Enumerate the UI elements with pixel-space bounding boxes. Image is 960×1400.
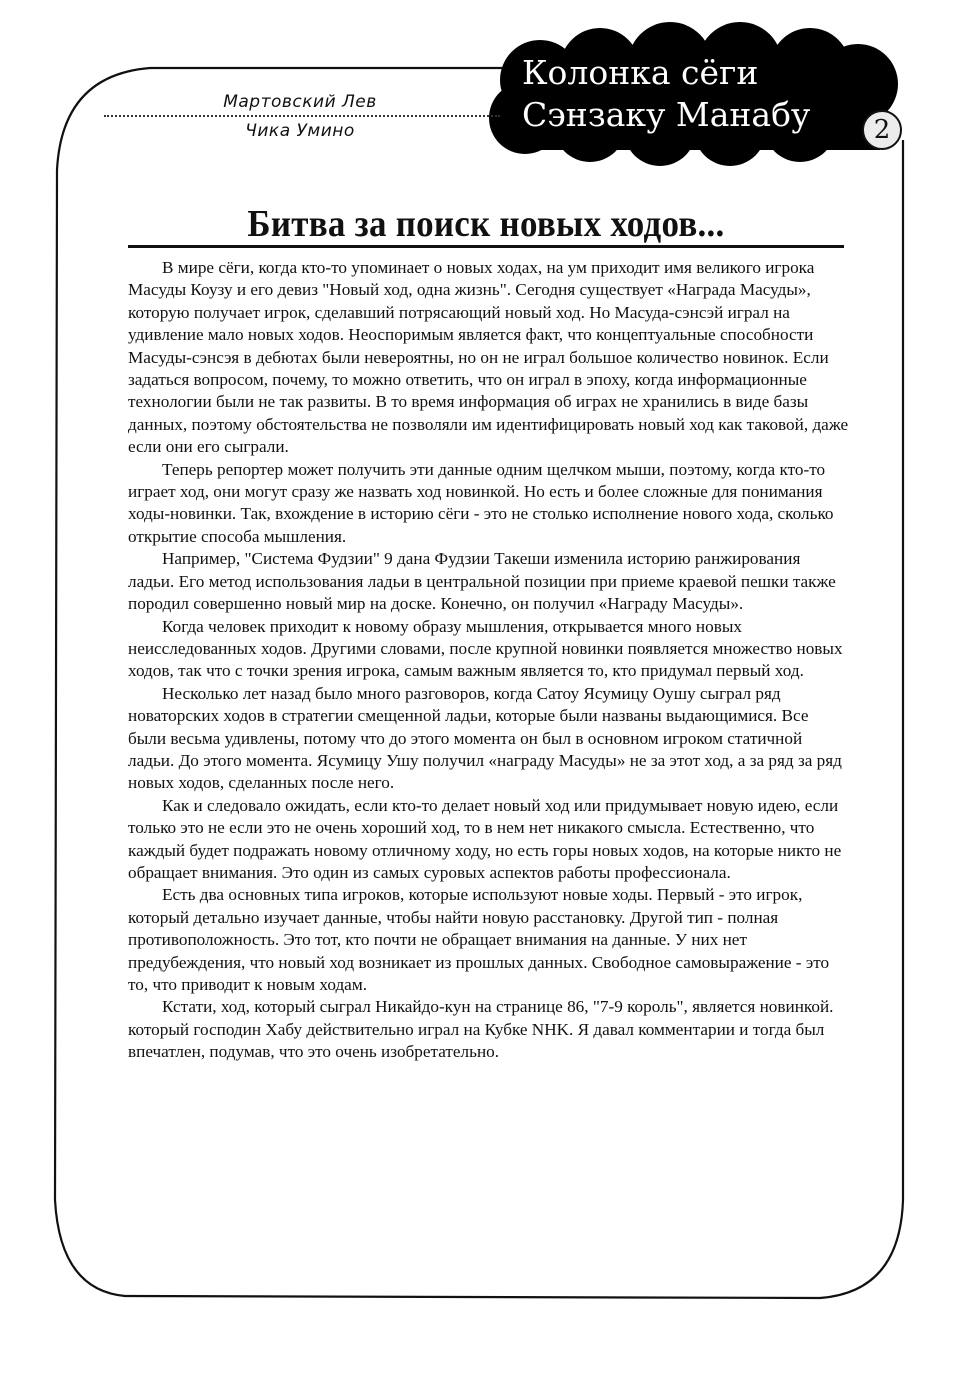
manga-title: Мартовский Лев [223,92,377,112]
article-title: Битва за поиск новых ходов... [247,203,725,245]
paragraph: Как и следовало ожидать, если кто-то делает новый ход или придумывает новую идею, если только это не если это не очень хороший ход, то в нем нет никакого смысла. Естественно, что каждый будет подражать новому отличному ходу, но есть горы новых ходов, на которые никто не обращает внимания. Это один из самых суровых аспектов работы профессионала. [128,795,842,882]
paragraph: Есть два основных типа игроков, которые используют новые ходы. Первый - это игрок, который детально изучает данные, чтобы найти новую расстановку. Другой тип - полная противоположность. Это тот, кто почти не обращает внимания на данные. У них нет предубеждения, что новый ход возникает из прошлых данных. Свободное самовыражение - это то, что приводит к новым ходам. [128,885,830,994]
paragraph: Теперь репортер может получить эти данные одним щелчком мыши, поэтому, когда кто-то играет ход, они могут сразу же назвать ход новинкой. Но есть и более сложные для понимания ходы-новинки. Так, вхождение в историю сёги - это не столько исполнение нового хода, сколько открытие способа мышления. [128,459,834,546]
article-body [128,257,850,1064]
manga-author: Чика Умино [245,121,355,141]
column-title: Колонка сёги [522,53,759,92]
paragraph: Несколько лет назад было много разговоров, когда Сатоу Ясумицу Оушу сыграл ряд новаторских ходов в стратегии смещенной ладьи, которые были названы выдающимися. Все были весьма удивлены, потому что до этого момента он был в основном игроком статичной ладьи. До этого момента. Ясумицу Ушу получил «награду Масуды» не за этот ход, а за ряд за ряд новых ходов, сделанных после него. [128,683,842,793]
paragraph: Например, "Система Фудзии" 9 дана Фудзии Такеши изменила историю ранжирования ладьи. Его метод использования ладьи в центральной позиции при приеме краевой пешки также породил совершенно новый мир на доске. Конечно, он получил «Награду Масуды». [128,549,836,614]
dotted-divider [104,115,500,117]
paragraph: В мире сёги, когда кто-то упоминает о новых ходах, на ум приходит имя великого игрока Масуды Коузу и его девиз "Новый ход, одна жизнь". Сегодня существует «Награда Масуды», которую получает игрок, сделавший потрясающий новый ход. Но Масуда-сэнсэй играл на удивление мало новых ходов. Неоспоримым является факт, что концептуальные способности Масуды-сэнсэя в дебютах были невероятны, но он не играл большое количество новинок. Если задаться вопросом, почему, то можно ответить, что он играл в эпоху, когда информационные технологии были не так развиты. В то время информация об играх не хранились в виде базы данных, поэтому обстоятельства не позволяли им идентифицировать новый ход как таковой, даже если они его сыграли. [128,258,849,457]
column-badge [522,52,862,136]
column-author: Сэнзаку Манабу [522,95,811,134]
paragraph: Кстати, ход, который сыграл Никайдо-кун на странице 86, "7-9 король", является новинкой. который господин Хабу действительно играл на Кубке NHK. Я давал комментарии и тогда был впечатлен, подумав, что это очень изобретательно. [128,997,834,1062]
paragraph: Когда человек приходит к новому образу мышления, открывается много новых неисследованных ходов. Другими словами, после крупной новинки появляется множество новых ходов, так что с точки зрения игрока, самым важным является то, кто придумал первый ход. [128,616,843,681]
title-underline [128,245,844,248]
column-number-badge: 2 [862,110,902,150]
